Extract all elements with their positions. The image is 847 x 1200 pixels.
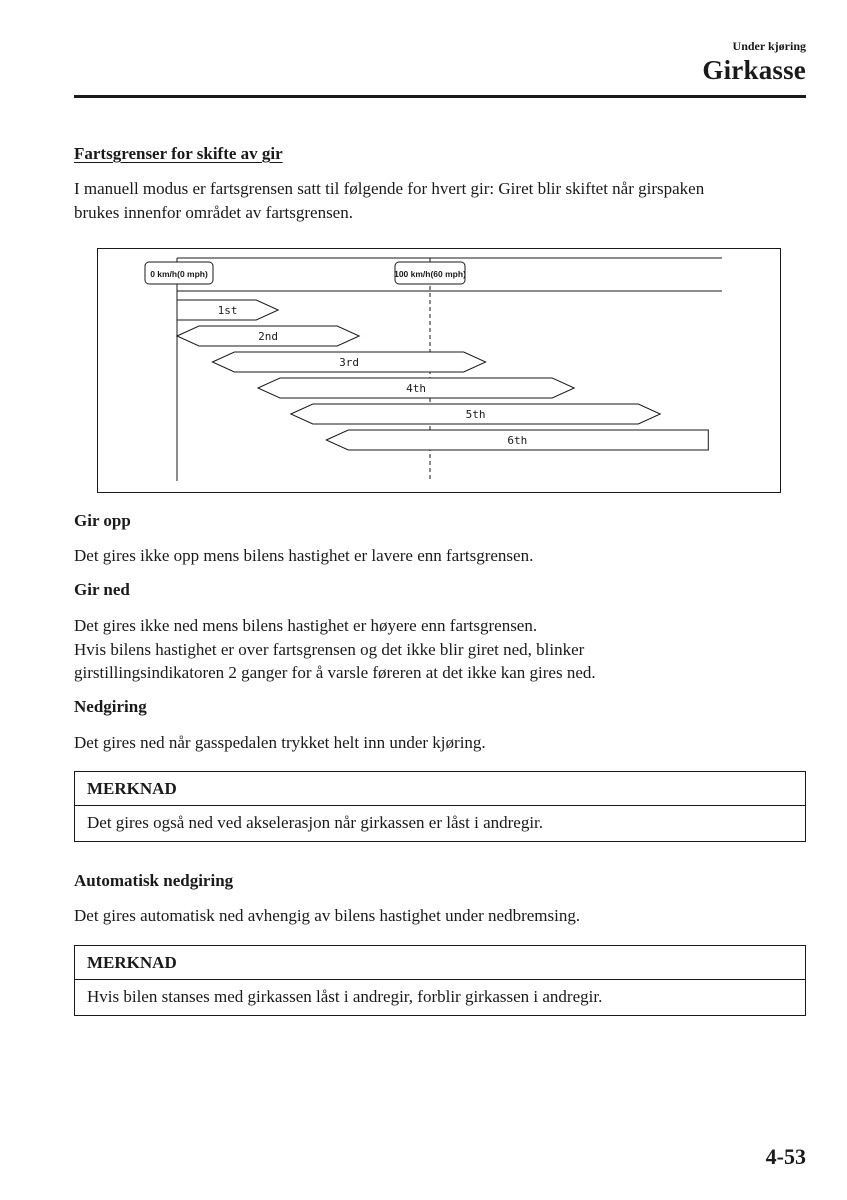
speed-limits-intro-2: brukes innenfor området av fartsgrensen. [74,203,353,222]
auto-nedgiring-heading: Automatisk nedgiring [74,871,234,890]
auto-nedgiring-text: Det gires automatisk ned avhengig av bilens hastighet under nedbremsing. [74,906,581,925]
gear-label-5th: 5th [465,408,486,421]
gir-ned-line-3: girstillingsindikatoren 2 ganger for å varsle føreren at det ikke kan gires ned. [74,663,596,682]
gear-label-6th: 6th [507,434,528,447]
note-2-heading: MERKNAD [75,946,805,980]
gear-label-1st: 1st [217,304,238,317]
gear-label-2nd: 2nd [258,330,279,343]
gear-label-4th: 4th [406,382,427,395]
gear-speed-svg [98,249,779,491]
gir-opp-heading: Gir opp [74,511,131,530]
note-box-1 [74,771,806,842]
note-2-text: Hvis bilen stanses med girkassen låst i andregir, forblir girkassen i andregir. [87,987,603,1006]
gir-ned-line-2: Hvis bilens hastighet er over fartsgrensen og det ikke blir giret ned, blinker [74,640,585,659]
zero-speed-label: 0 km/h(0 mph) [150,269,208,279]
note-1-text: Det gires også ned ved akselerasjon når girkassen er låst i andregir. [87,813,544,832]
gear-speed-diagram [97,248,781,493]
section-label: Under kjøring [732,39,806,53]
gir-opp-text: Det gires ikke opp mens bilens hastighet er lavere enn fartsgrensen. [74,546,534,565]
speed-limits-heading: Fartsgrenser for skifte av gir [74,144,283,163]
page-number: 4-53 [765,1144,806,1169]
nedgiring-text: Det gires ned når gasspedalen trykket helt inn under kjøring. [74,733,486,752]
nedgiring-heading: Nedgiring [74,697,147,716]
note-box-2 [74,945,806,1016]
hundred-kmh-label: 100 km/h(60 mph) [394,269,466,279]
gear-bars-group [177,300,708,450]
page-title: Girkasse [702,55,806,85]
title-rule [74,95,806,98]
note-1-heading: MERKNAD [75,772,805,806]
gear-label-3rd: 3rd [339,356,359,369]
speed-limits-intro-1: I manuell modus er fartsgrensen satt til følgende for hvert gir: Giret blir skiftet når girspaken [74,179,705,198]
gir-ned-line-1: Det gires ikke ned mens bilens hastighet er høyere enn fartsgrensen. [74,616,538,635]
gir-ned-heading: Gir ned [74,580,130,599]
